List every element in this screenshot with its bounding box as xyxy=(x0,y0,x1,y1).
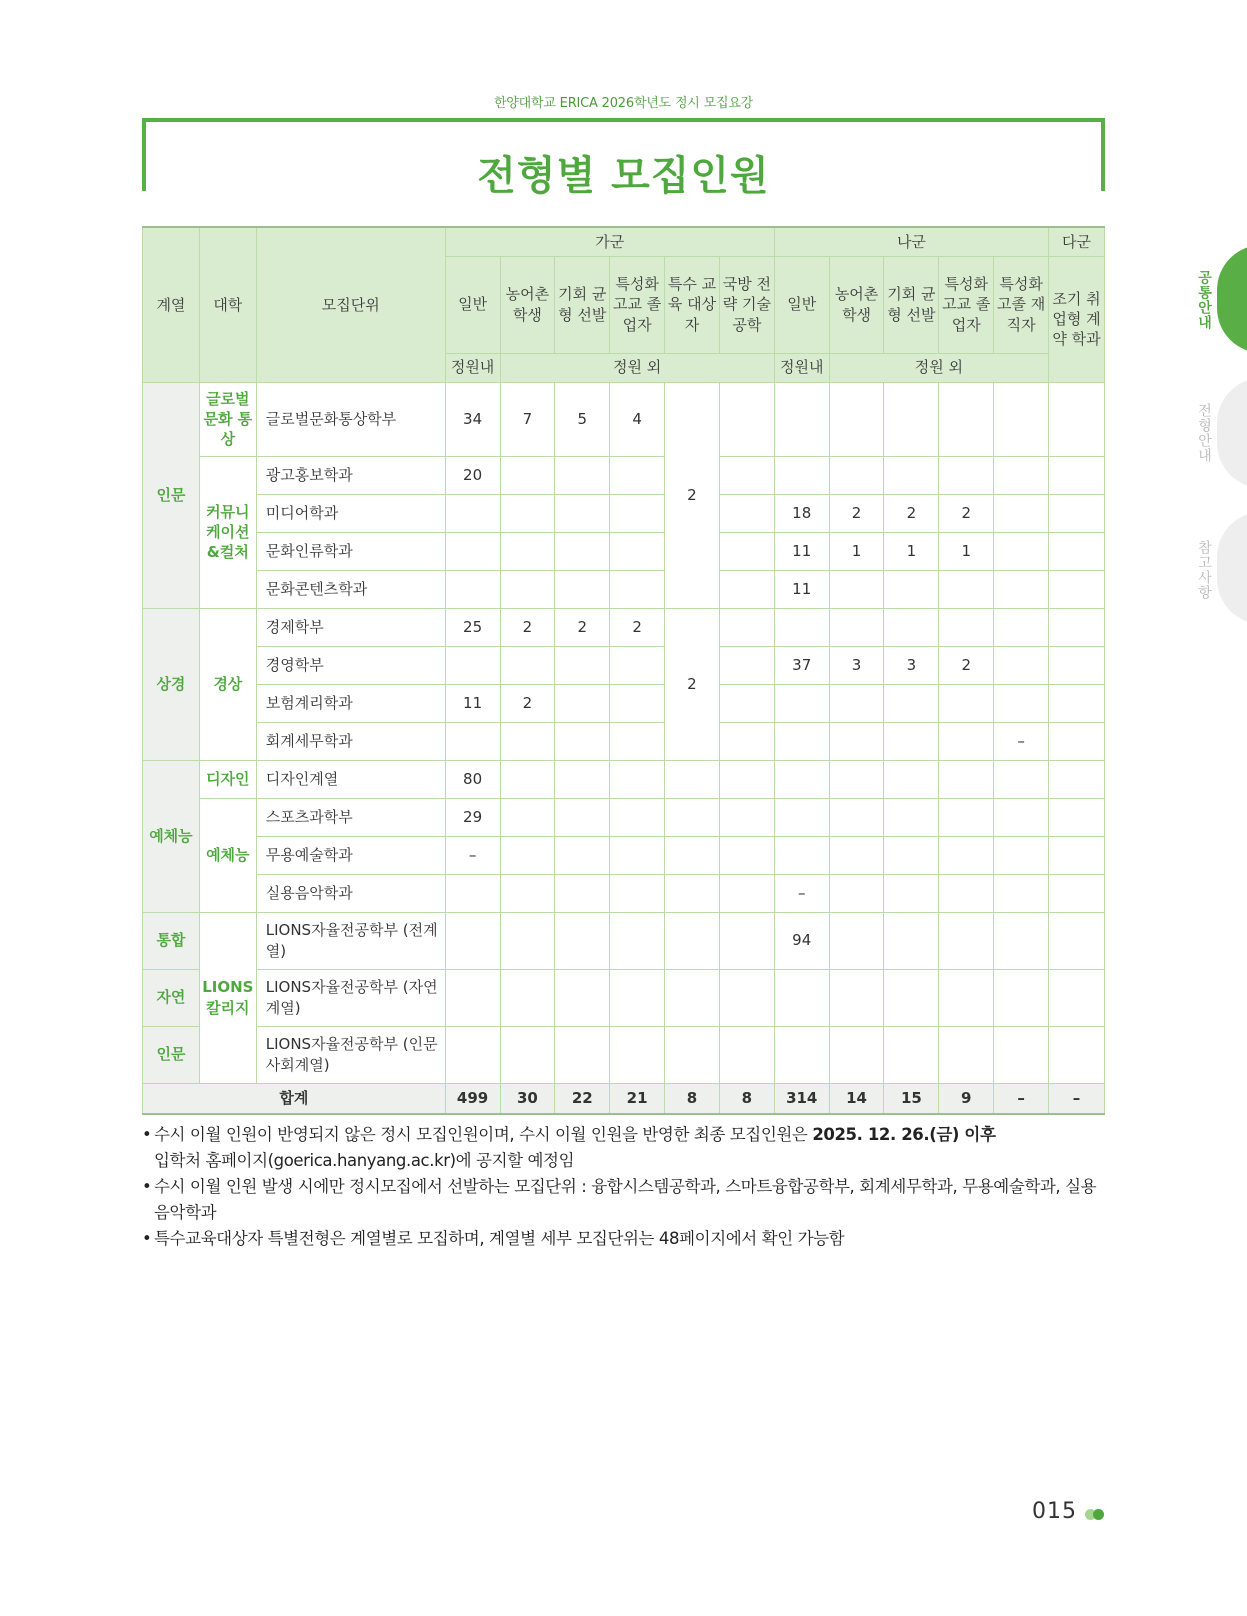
cell xyxy=(610,1026,665,1083)
cell: – xyxy=(774,874,829,912)
cell xyxy=(774,836,829,874)
cell xyxy=(774,760,829,798)
cell xyxy=(610,912,665,969)
cell xyxy=(665,798,720,836)
cell xyxy=(1049,382,1105,456)
cell xyxy=(719,646,774,684)
cell xyxy=(555,570,610,608)
cell: 11 xyxy=(774,532,829,570)
teuksu-inmun-cell: 2 xyxy=(665,382,720,608)
cell xyxy=(1049,760,1105,798)
unit-name: 미디어학과 xyxy=(256,494,445,532)
cell xyxy=(1049,798,1105,836)
cell xyxy=(445,912,500,969)
cell xyxy=(500,969,555,1026)
cell xyxy=(939,760,994,798)
cell xyxy=(610,760,665,798)
cell xyxy=(719,722,774,760)
total-cell: 314 xyxy=(774,1083,829,1114)
cell xyxy=(445,874,500,912)
cell xyxy=(555,722,610,760)
total-cell: 8 xyxy=(665,1083,720,1114)
cell xyxy=(719,798,774,836)
cell xyxy=(994,608,1049,646)
cell: 4 xyxy=(610,382,665,456)
cell xyxy=(774,608,829,646)
header-unit: 모집단위 xyxy=(256,227,445,382)
cell xyxy=(719,684,774,722)
cell xyxy=(939,969,994,1026)
side-tab-common-label[interactable]: 공통안내 xyxy=(1196,270,1212,330)
header-ga-quota-out: 정원 외 xyxy=(500,353,774,382)
cell xyxy=(1049,646,1105,684)
cell xyxy=(829,798,884,836)
cell xyxy=(719,382,774,456)
cell xyxy=(610,646,665,684)
cell xyxy=(774,969,829,1026)
cell xyxy=(829,684,884,722)
cell xyxy=(719,969,774,1026)
note-1-date: 2025. 12. 26.(금) 이후 xyxy=(812,1125,996,1144)
unit-name: 광고홍보학과 xyxy=(256,456,445,494)
cell: – xyxy=(994,722,1049,760)
notes xyxy=(142,1122,1105,1252)
cell: 2 xyxy=(884,494,939,532)
cell xyxy=(884,969,939,1026)
cell xyxy=(555,456,610,494)
group-tonghap: 통합 xyxy=(143,912,200,969)
group-jayeon: 자연 xyxy=(143,969,200,1026)
cell: – xyxy=(445,836,500,874)
cell xyxy=(829,760,884,798)
cell xyxy=(555,760,610,798)
cell xyxy=(719,1026,774,1083)
unit-name: 스포츠과학부 xyxy=(256,798,445,836)
cell xyxy=(994,874,1049,912)
college-yeche: 예체능 xyxy=(199,798,256,912)
cell xyxy=(555,969,610,1026)
cell xyxy=(884,570,939,608)
cell xyxy=(665,912,720,969)
cell xyxy=(774,456,829,494)
cell xyxy=(1049,912,1105,969)
cell: 2 xyxy=(610,608,665,646)
cell xyxy=(1049,684,1105,722)
cell xyxy=(1049,836,1105,874)
cell: 25 xyxy=(445,608,500,646)
cell xyxy=(994,570,1049,608)
cell xyxy=(1049,494,1105,532)
unit-name: LIONS자율전공학부 (전계열) xyxy=(256,912,445,969)
cell: 2 xyxy=(939,494,994,532)
page-title: 전형별 모집인원 xyxy=(477,153,770,199)
cell xyxy=(500,646,555,684)
total-cell: 30 xyxy=(500,1083,555,1114)
college-gyeongsang: 경상 xyxy=(199,608,256,760)
header-na-group: 나군 xyxy=(774,227,1048,256)
cell xyxy=(1049,608,1105,646)
cell xyxy=(939,836,994,874)
header-ga-ilban: 일반 xyxy=(445,256,500,353)
cell xyxy=(500,760,555,798)
side-tab-reference[interactable] xyxy=(1217,512,1247,624)
cell xyxy=(555,912,610,969)
header-na-teuksehwa: 특성화 고교 졸업자 xyxy=(939,256,994,353)
cell: 3 xyxy=(884,646,939,684)
cell xyxy=(884,912,939,969)
cell: 1 xyxy=(829,532,884,570)
header-daehak: 대학 xyxy=(199,227,256,382)
cell xyxy=(500,874,555,912)
note-2: • 수시 이월 인원 발생 시에만 정시모집에서 선발하는 모집단위 : 융합시스템공학과, 스마트융합공학부, 회계세무학과, 무용예술학과, 실용음악학과 xyxy=(142,1174,1105,1226)
cell xyxy=(445,969,500,1026)
cell xyxy=(445,1026,500,1083)
cell: 2 xyxy=(500,684,555,722)
note-3: • 특수교육대상자 특별전형은 계열별로 모집하며, 계열별 세부 모집단위는 48페이지에서 확인 가능함 xyxy=(142,1226,1105,1252)
cell xyxy=(994,382,1049,456)
cell xyxy=(665,874,720,912)
cell xyxy=(555,494,610,532)
cell: 29 xyxy=(445,798,500,836)
cell xyxy=(555,874,610,912)
cell: 18 xyxy=(774,494,829,532)
cell xyxy=(994,1026,1049,1083)
header-da-group: 다군 xyxy=(1049,227,1105,256)
header-ga-gukbang: 국방 전략 기술 공학 xyxy=(719,256,774,353)
note-1 xyxy=(142,1122,1105,1174)
cell xyxy=(445,722,500,760)
cell xyxy=(1049,570,1105,608)
cell xyxy=(555,1026,610,1083)
cell xyxy=(829,608,884,646)
running-head: 한양대학교 ERICA 2026학년도 정시 모집요강 xyxy=(493,96,754,111)
cell: 2 xyxy=(939,646,994,684)
total-cell: 14 xyxy=(829,1083,884,1114)
header-na-ilban: 일반 xyxy=(774,256,829,353)
cell: 2 xyxy=(500,608,555,646)
total-cell: – xyxy=(994,1083,1049,1114)
cell xyxy=(829,570,884,608)
cell xyxy=(719,760,774,798)
cell xyxy=(774,382,829,456)
cell xyxy=(829,912,884,969)
cell xyxy=(939,722,994,760)
cell xyxy=(1049,1026,1105,1083)
cell xyxy=(555,798,610,836)
cell: 20 xyxy=(445,456,500,494)
cell xyxy=(939,874,994,912)
cell xyxy=(884,722,939,760)
cell xyxy=(610,969,665,1026)
cell xyxy=(610,722,665,760)
cell xyxy=(994,912,1049,969)
unit-name: 무용예술학과 xyxy=(256,836,445,874)
cell: 3 xyxy=(829,646,884,684)
unit-name: 실용음악학과 xyxy=(256,874,445,912)
cell xyxy=(829,456,884,494)
side-tab-common[interactable] xyxy=(1217,245,1247,353)
cell xyxy=(1049,722,1105,760)
cell xyxy=(829,382,884,456)
cell: 5 xyxy=(555,382,610,456)
header-ga-gihoe: 기회 균형 선발 xyxy=(555,256,610,353)
cell xyxy=(500,456,555,494)
cell xyxy=(884,836,939,874)
teuksu-sanggyeong-cell: 2 xyxy=(665,608,720,760)
unit-name: 문화인류학과 xyxy=(256,532,445,570)
cell: 1 xyxy=(939,532,994,570)
cell xyxy=(555,646,610,684)
cell xyxy=(884,684,939,722)
header-na-quota-in: 정원내 xyxy=(774,353,829,382)
cell xyxy=(719,532,774,570)
side-tab-admission-label[interactable]: 전형안내 xyxy=(1196,403,1212,463)
total-cell: 22 xyxy=(555,1083,610,1114)
cell xyxy=(719,912,774,969)
cell xyxy=(719,836,774,874)
cell xyxy=(994,798,1049,836)
cell xyxy=(719,874,774,912)
note-1-text: 수시 이월 인원이 반영되지 않은 정시 모집인원이며, 수시 이월 인원을 반영한 최종 모집인원은 xyxy=(154,1125,813,1144)
cell xyxy=(994,532,1049,570)
header-na-teuk-jaejik: 특성화 고졸 재직자 xyxy=(994,256,1049,353)
cell xyxy=(1049,969,1105,1026)
cell xyxy=(994,760,1049,798)
cell xyxy=(884,608,939,646)
cell xyxy=(939,798,994,836)
cell xyxy=(1049,532,1105,570)
cell xyxy=(610,532,665,570)
cell xyxy=(829,969,884,1026)
unit-name: 경제학부 xyxy=(256,608,445,646)
cell xyxy=(500,722,555,760)
page-dot-icon xyxy=(1093,1509,1104,1520)
cell xyxy=(829,722,884,760)
cell xyxy=(500,836,555,874)
page-number: 015 xyxy=(1032,1499,1077,1524)
cell xyxy=(884,1026,939,1083)
header-na-nongeochon: 농어촌 학생 xyxy=(829,256,884,353)
cell xyxy=(445,570,500,608)
unit-name: 디자인계열 xyxy=(256,760,445,798)
header-ga-quota-in: 정원내 xyxy=(445,353,500,382)
unit-name: 글로벌문화통상학부 xyxy=(256,382,445,456)
cell xyxy=(939,912,994,969)
group-sanggyeong: 상경 xyxy=(143,608,200,760)
cell xyxy=(994,456,1049,494)
cell: 80 xyxy=(445,760,500,798)
cell xyxy=(939,456,994,494)
cell: 11 xyxy=(445,684,500,722)
total-cell: 499 xyxy=(445,1083,500,1114)
cell xyxy=(719,456,774,494)
unit-name: 문화콘텐츠학과 xyxy=(256,570,445,608)
cell xyxy=(445,532,500,570)
cell xyxy=(939,684,994,722)
group-yecheneung: 예체능 xyxy=(143,760,200,912)
header-ga-teuksu: 특수 교육 대상자 xyxy=(665,256,720,353)
college-global: 글로벌 문화 통상 xyxy=(199,382,256,456)
cell xyxy=(500,494,555,532)
cell xyxy=(610,684,665,722)
cell xyxy=(939,570,994,608)
cell xyxy=(719,570,774,608)
cell: 7 xyxy=(500,382,555,456)
unit-name: 경영학부 xyxy=(256,646,445,684)
cell: 94 xyxy=(774,912,829,969)
cell xyxy=(555,684,610,722)
cell xyxy=(884,382,939,456)
cell xyxy=(500,798,555,836)
cell: 34 xyxy=(445,382,500,456)
cell: 37 xyxy=(774,646,829,684)
cell xyxy=(1049,456,1105,494)
total-cell: – xyxy=(1049,1083,1105,1114)
cell xyxy=(719,494,774,532)
total-cell: 21 xyxy=(610,1083,665,1114)
note-1-text-2: 입학처 홈페이지(goerica.hanyang.ac.kr)에 공지할 예정임 xyxy=(154,1151,575,1170)
cell xyxy=(774,684,829,722)
cell xyxy=(829,874,884,912)
cell xyxy=(665,836,720,874)
cell: 1 xyxy=(884,532,939,570)
group-inmun-2: 인문 xyxy=(143,1026,200,1083)
cell: 2 xyxy=(555,608,610,646)
total-cell: 15 xyxy=(884,1083,939,1114)
cell xyxy=(1049,874,1105,912)
cell xyxy=(994,836,1049,874)
header-na-gihoe: 기회 균형 선발 xyxy=(884,256,939,353)
cell xyxy=(939,608,994,646)
cell xyxy=(610,836,665,874)
cell xyxy=(610,456,665,494)
total-cell: 9 xyxy=(939,1083,994,1114)
cell: 2 xyxy=(829,494,884,532)
cell xyxy=(500,912,555,969)
cell xyxy=(445,646,500,684)
cell xyxy=(829,1026,884,1083)
header-ga-group: 가군 xyxy=(445,227,774,256)
cell xyxy=(610,570,665,608)
cell xyxy=(555,532,610,570)
cell xyxy=(994,969,1049,1026)
college-comm: 커뮤니 케이션 &컬처 xyxy=(199,456,256,608)
cell xyxy=(774,1026,829,1083)
cell xyxy=(500,1026,555,1083)
cell xyxy=(665,1026,720,1083)
cell xyxy=(994,684,1049,722)
admission-quota-table xyxy=(142,226,1105,1115)
cell xyxy=(774,798,829,836)
group-inmun: 인문 xyxy=(143,382,200,608)
header-ga-teuksehwa: 특성화 고교 졸업자 xyxy=(610,256,665,353)
cell xyxy=(939,382,994,456)
cell xyxy=(500,570,555,608)
total-cell: 8 xyxy=(719,1083,774,1114)
cell xyxy=(829,836,884,874)
unit-name: LIONS자율전공학부 (인문사회계열) xyxy=(256,1026,445,1083)
unit-name: LIONS자율전공학부 (자연계열) xyxy=(256,969,445,1026)
college-design: 디자인 xyxy=(199,760,256,798)
cell xyxy=(719,608,774,646)
cell xyxy=(610,494,665,532)
cell xyxy=(665,969,720,1026)
header-na-quota-out: 정원 외 xyxy=(829,353,1048,382)
header-da-jogi: 조기 취업형 계약 학과 xyxy=(1049,256,1105,382)
cell xyxy=(884,874,939,912)
cell xyxy=(884,798,939,836)
cell xyxy=(774,722,829,760)
cell xyxy=(884,456,939,494)
side-tab-admission[interactable] xyxy=(1217,378,1247,488)
cell xyxy=(555,836,610,874)
side-tab-reference-label[interactable]: 참고사항 xyxy=(1196,540,1212,600)
cell xyxy=(610,874,665,912)
cell: 11 xyxy=(774,570,829,608)
cell xyxy=(665,760,720,798)
cell xyxy=(445,494,500,532)
cell xyxy=(994,646,1049,684)
header-gyeyeol: 계열 xyxy=(143,227,200,382)
unit-name: 회계세무학과 xyxy=(256,722,445,760)
total-label: 합계 xyxy=(143,1083,446,1114)
college-lions: LIONS 칼리지 xyxy=(199,912,256,1083)
cell xyxy=(884,760,939,798)
cell xyxy=(939,1026,994,1083)
header-ga-nongeochon: 농어촌 학생 xyxy=(500,256,555,353)
cell xyxy=(994,494,1049,532)
cell xyxy=(500,532,555,570)
unit-name: 보험계리학과 xyxy=(256,684,445,722)
cell xyxy=(610,798,665,836)
